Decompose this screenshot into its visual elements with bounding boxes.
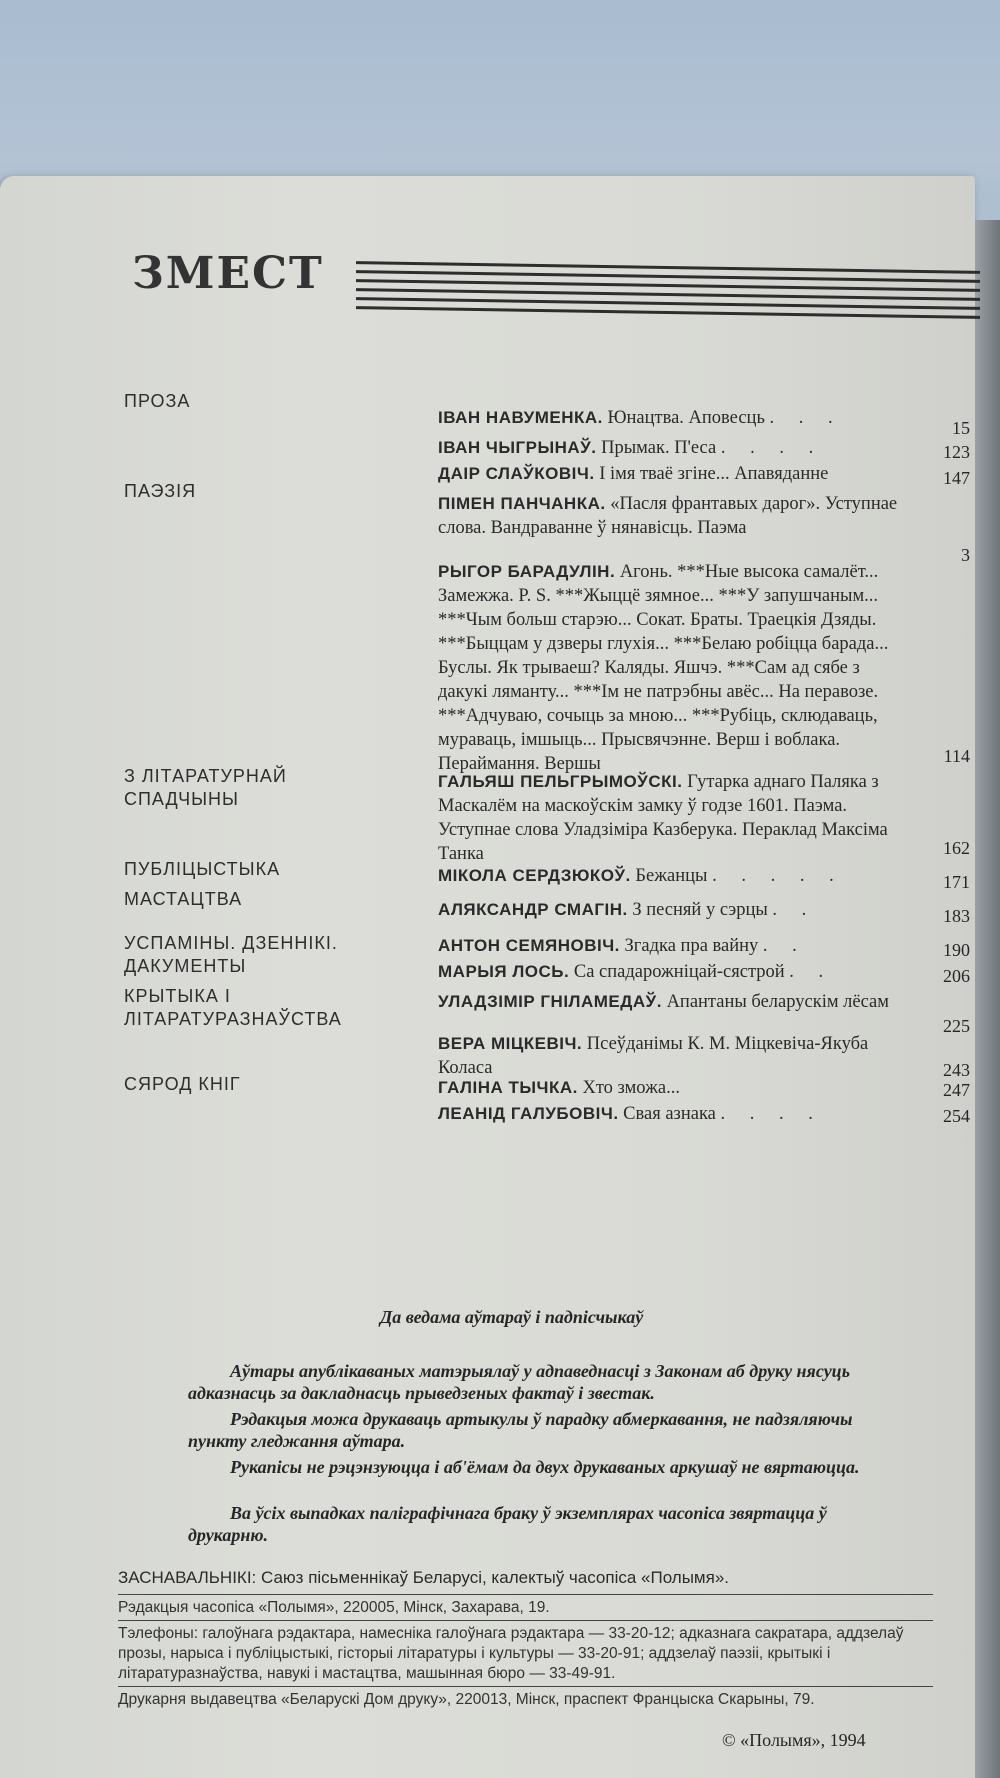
section-proza: ПРОЗА (124, 391, 191, 411)
section-publicystyka: ПУБЛІЦЫСТЫКА (124, 859, 281, 879)
toc-entry (438, 560, 908, 776)
toc-entry (438, 492, 908, 540)
section-syarod-knig: СЯРОД КНІГ (124, 1074, 241, 1094)
founders-line: ЗАСНАВАЛЬНІКІ: Саюз пісьменнікаў Беларусі, калектыў часопіса «Полымя». (118, 1568, 730, 1587)
toc-entry: ЛЕАНІД ГАЛУБОВІЧ. Свая азнака . . . . (438, 1104, 823, 1124)
entry-page: 123 (943, 442, 970, 462)
entry-page: 225 (943, 1016, 970, 1036)
toc-entry (438, 770, 908, 866)
entry-author: ГАЛІНА ТЫЧКА. (438, 1078, 578, 1097)
entry-author: ВЕРА МІЦКЕВІЧ. (438, 1034, 583, 1053)
entry-page: 162 (943, 838, 970, 858)
entry-page: 183 (943, 906, 970, 926)
entry-author: ЛЕАНІД ГАЛУБОВІЧ. (438, 1104, 619, 1123)
toc-entry: ІВАН НАВУМЕНКА. Юнацтва. Аповесць . . . (438, 408, 843, 428)
entry-page: 114 (943, 746, 970, 766)
section-uspaminy: УСПАМІНЫ. ДЗЕННІКІ. ДАКУМЕНТЫ (124, 933, 338, 976)
entry-author: ІВАН НАВУМЕНКА. (438, 408, 603, 427)
page-edge (975, 220, 1000, 1778)
contents-heading: ЗМЕСТ (132, 248, 324, 299)
heading-rules (356, 266, 980, 328)
entry-page: 3 (961, 545, 970, 565)
entry-page: 247 (943, 1080, 970, 1100)
entry-title: І імя тваё згіне... Апавяданне (599, 464, 829, 484)
section-krytyka: КРЫТЫКА І ЛІТАРАТУРАЗНАЎСТВА (124, 986, 342, 1029)
entry-page: 15 (952, 418, 970, 438)
entry-title: Апантаны беларускім лёсам (666, 992, 889, 1012)
entry-author: ГАЛЬЯШ ПЕЛЬГРЫМОЎСКІ. (438, 772, 683, 791)
entry-author: МАРЫЯ ЛОСЬ. (438, 962, 570, 981)
entry-title: Згадка пра вайну (624, 936, 759, 956)
toc-entry: МІКОЛА СЕРДЗЮКОЎ. Бежанцы . . . . . (438, 866, 844, 886)
footer-divider (118, 1620, 933, 1621)
entry-title: Псеўданімы К. М. Міцкевіча-Якуба Коласа (438, 1034, 869, 1078)
entry-title: Са спадарожніцай-сястрой (573, 962, 785, 982)
toc-entry: ІВАН ЧЫГРЫНАЎ. Прымак. П'еса . . . . (438, 438, 824, 458)
entry-author: РЫГОР БАРАДУЛІН. (438, 562, 616, 581)
toc-entry (438, 990, 898, 1014)
toc-entry (438, 1076, 958, 1100)
footer-divider (118, 1686, 933, 1687)
toc-entry: АЛЯКСАНДР СМАГІН. З песняй у сэрцы . . (438, 900, 817, 920)
section-paezia: ПАЭЗІЯ (124, 481, 197, 501)
entry-author: УЛАДЗІМІР ГНІЛАМЕДАЎ. (438, 992, 662, 1011)
entry-page: 190 (943, 940, 970, 960)
entry-author: АЛЯКСАНДР СМАГІН. (438, 900, 628, 919)
entry-author: АНТОН СЕМЯНОВІЧ. (438, 936, 620, 955)
entry-page: 206 (943, 966, 970, 986)
printer-text: Друкарня выдавецтва «Беларускі Дом друку», 220013, Мінск, праспект Францыска Скарыны, 79. (118, 1691, 815, 1708)
toc-entry: АНТОН СЕМЯНОВІЧ. Згадка пра вайну . . (438, 936, 807, 956)
entry-title: Юнацтва. Аповесць (607, 408, 765, 428)
entry-title: Агонь. ***Ные высока самалёт... Замежжа. P. S. ***Жыццё зямное... ***У запушчаным... ***Чым больш старэю... Сокат. Браты. Траецкія Дзяды. ***Быццам у дзверы глухія... ***Белаю робіцца барада... Буслы. Як трываеш? Каляды. Яшчэ. ***Сам ад сябе з дакукі ляманту... ***Ім не патрэбны авёс... На перавозе. ***Адчуваю, сочыць за мною... ***Рубіць, склюдаваць, мураваць, імшыць... Прысвячэнне. Верш і воблака. Пераймання. Вершы (438, 562, 889, 774)
entry-author: ПІМЕН ПАНЧАНКА. (438, 494, 606, 513)
entry-title: Бежанцы (635, 866, 708, 886)
entry-title: «Пасля франтавых дарог». Уступнае слова. Вандраванне ў нянавісць. Паэма (438, 494, 898, 538)
entry-page: 171 (943, 872, 970, 892)
notice-title: Да ведама аўтараў і падпісчыкаў (380, 1307, 644, 1327)
footer-divider (118, 1594, 933, 1595)
entry-title: Гутарка аднаго Паляка з Маскалём на маскоўскім замку ў годзе 1601. Паэма. Уступнае слова Уладзіміра Казберука. Пераклад Максіма Танка (438, 772, 888, 864)
section-spadchyna: З ЛІТАРАТУРНАЙ СПАДЧЫНЫ (124, 766, 287, 809)
toc-entry (438, 1032, 898, 1080)
toc-entry: МАРЫЯ ЛОСЬ. Са спадарожніцай-сястрой . . (438, 962, 834, 982)
copyright: © «Полымя», 1994 (722, 1730, 866, 1750)
notice-paragraph: Аўтары апублікаваных матэрыялаў у адпаведнасці з Законам аб друку нясуць адказнасць за дакладнасць прыведзеных фактаў і звестак. (188, 1361, 850, 1403)
section-mastactva: МАСТАЦТВА (124, 889, 243, 909)
entry-title: Хто зможа... (582, 1078, 680, 1098)
notice-paragraph: Ва ўсіх выпадках паліграфічнага браку ў экземплярах часопіса звяртацца ў друкарню. (188, 1503, 827, 1545)
entry-title: З песняй у сэрцы (632, 900, 768, 920)
phones-text: Тэлефоны: галоўнага рэдактара, намесніка галоўнага рэдактара — 33-20-12; адказнага сакратара, аддзелаў прозы, нарыса і публіцыстыкі, гісторыі літаратуры і культуры — 33-20-91; аддзелаў паэзіі, крытыкі і літаратуразнаўства, навукі і мастацтва, машынная бюро — 33-49-91. (118, 1625, 904, 1682)
entry-title: Прымак. П'еса (601, 438, 717, 458)
entry-page: 147 (943, 468, 970, 488)
editorial-address: Рэдакцыя часопіса «Полымя», 220005, Мінск, Захарава, 19. (118, 1599, 550, 1616)
notice-paragraph: Рукапісы не рэцэнзуюцца і аб'ёмам да двух друкаваных аркушаў не вяртаюцца. (230, 1457, 860, 1477)
entry-author: ДАІР СЛАЎКОВІЧ. (438, 464, 595, 483)
entry-page: 243 (943, 1060, 970, 1080)
toc-entry (438, 462, 958, 486)
entry-author: МІКОЛА СЕРДЗЮКОЎ. (438, 866, 631, 885)
entry-page: 254 (943, 1106, 970, 1126)
notice-paragraph: Рэдакцыя можа друкаваць артыкулы ў парадку абмеркавання, не падзяляючы пункту гледжання аўтара. (188, 1409, 853, 1451)
entry-title: Свая азнака (623, 1104, 716, 1124)
entry-author: ІВАН ЧЫГРЫНАЎ. (438, 438, 597, 457)
